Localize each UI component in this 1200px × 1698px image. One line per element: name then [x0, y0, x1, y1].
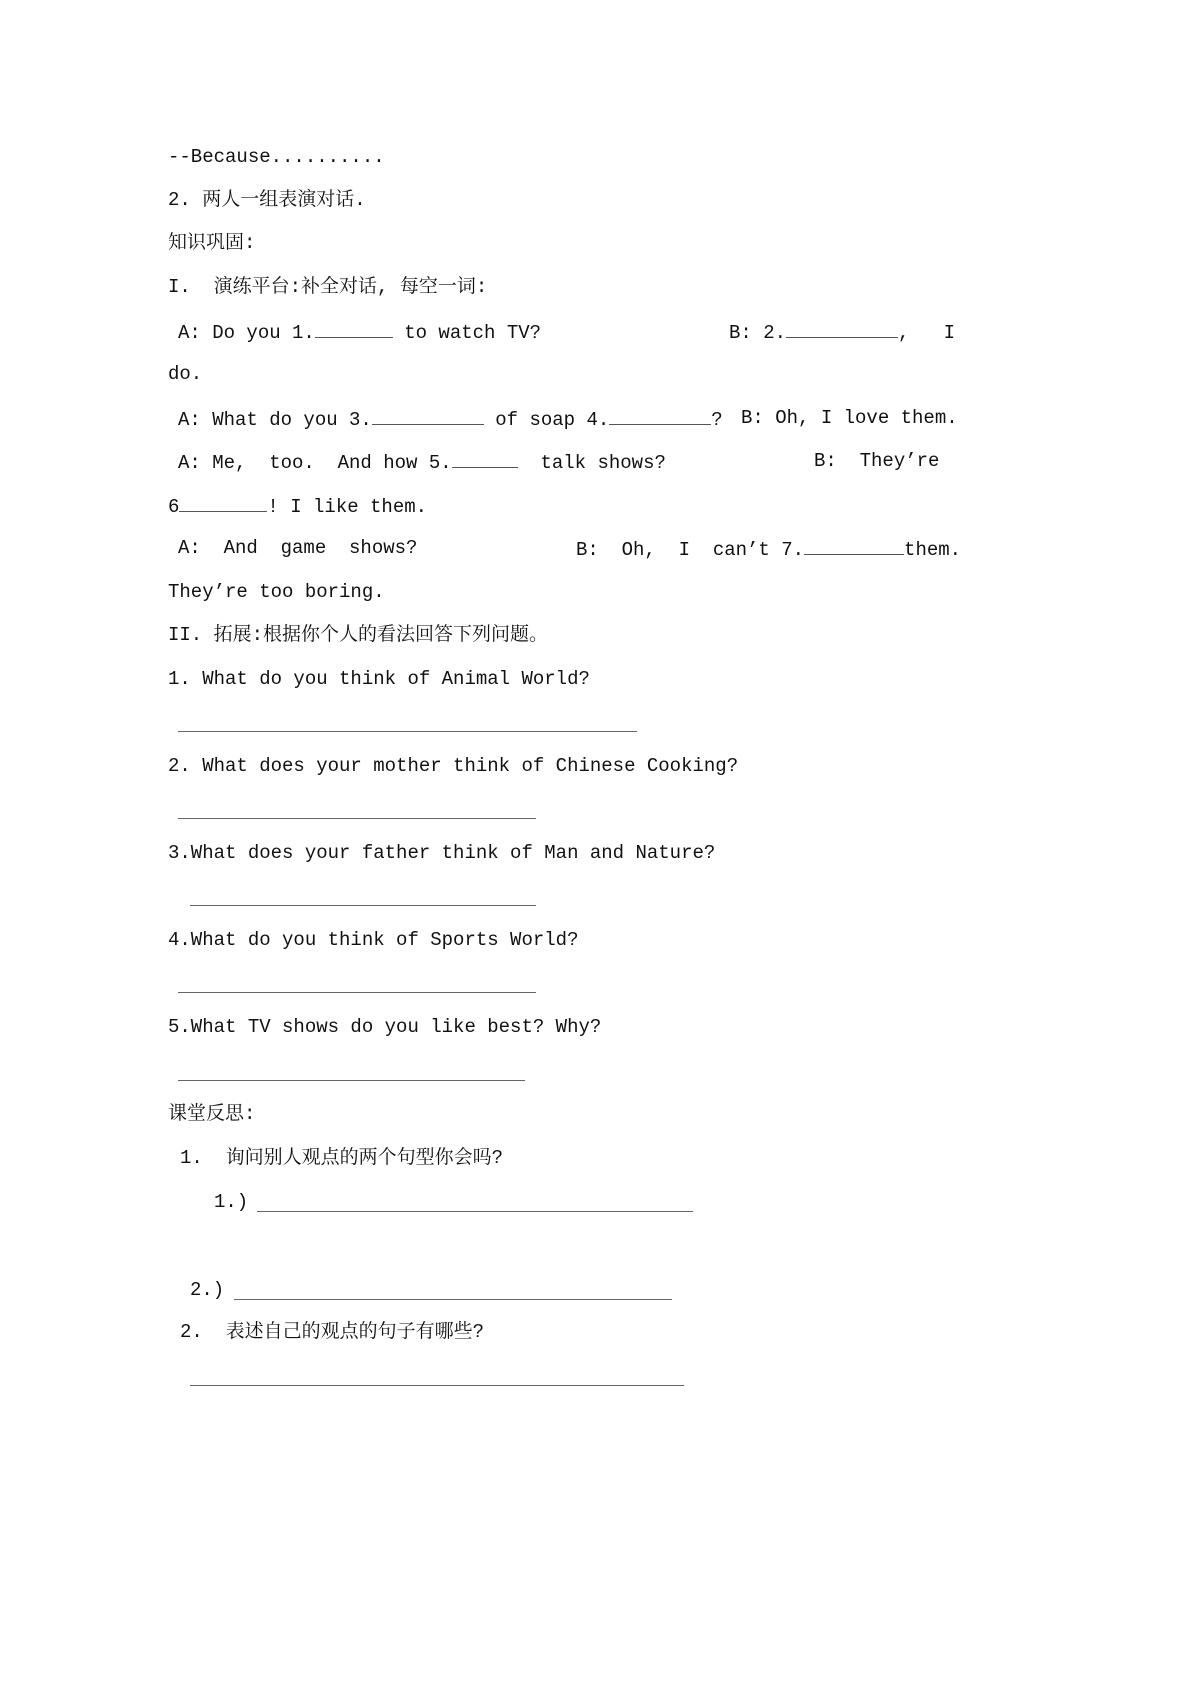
consolidation-heading: 知识巩固: — [168, 232, 256, 254]
text: to watch TV? — [392, 322, 542, 344]
text: A: Do you 1. — [178, 322, 315, 344]
blank-5[interactable] — [452, 449, 518, 468]
text: 6 — [168, 496, 180, 518]
dialogue-cont-3 — [168, 493, 427, 519]
dialogue-line-2a — [178, 406, 723, 432]
text: of soap 4. — [483, 409, 610, 431]
because-line: --Because.......... — [168, 146, 385, 168]
answer-line-1[interactable] — [178, 731, 637, 732]
dialogue-line-4a: A: And game shows? — [178, 537, 418, 559]
text: A: What do you 3. — [178, 409, 372, 431]
blank-1[interactable] — [315, 319, 393, 338]
answer-line-5[interactable] — [178, 1080, 525, 1081]
answer-line-3[interactable] — [190, 905, 536, 906]
reflection-q1: 1. 询问别人观点的两个句型你会吗? — [180, 1147, 504, 1169]
answer-line-r1a[interactable] — [257, 1211, 693, 1212]
blank-6[interactable] — [179, 493, 267, 512]
answer-line-r1b[interactable] — [234, 1299, 672, 1300]
text: talk shows? — [517, 452, 666, 474]
text: ! I like them. — [267, 496, 428, 518]
blank-7[interactable] — [804, 536, 904, 555]
dialogue-line-3b: B: They’re — [814, 450, 940, 472]
text: them. — [904, 539, 962, 561]
blank-2[interactable] — [786, 319, 898, 338]
dialogue-line-1a — [178, 319, 541, 345]
blank-4[interactable] — [609, 406, 711, 425]
text: B: 2. — [729, 322, 787, 344]
text: A: Me, too. And how 5. — [178, 452, 452, 474]
text: B: Oh, I can’t 7. — [576, 539, 805, 561]
pair-activity: 2. 两人一组表演对话. — [168, 189, 366, 211]
answer-line-2[interactable] — [178, 818, 536, 819]
dialogue-line-1b — [729, 319, 955, 345]
answer-line-4[interactable] — [178, 992, 536, 993]
dialogue-cont-4: They’re too boring. — [168, 581, 385, 603]
text: , I — [898, 322, 956, 344]
answer-line-r2[interactable] — [190, 1385, 684, 1386]
reflection-q2: 2. 表述自己的观点的句子有哪些? — [180, 1321, 485, 1343]
dialogue-line-3a — [178, 449, 666, 475]
question-3: 3.What does your father think of Man and Nature? — [168, 842, 716, 864]
section2-heading: II. 拓展:根据你个人的看法回答下列问题。 — [168, 624, 549, 646]
dialogue-line-2b: B: Oh, I love them. — [741, 407, 958, 429]
question-5: 5.What TV shows do you like best? Why? — [168, 1016, 602, 1038]
dialogue-line-4b — [576, 536, 961, 562]
reflection-heading: 课堂反思: — [168, 1103, 256, 1125]
question-1: 1. What do you think of Animal World? — [168, 668, 590, 690]
reflection-q1-b-label: 2.) — [190, 1279, 225, 1301]
dialogue-cont-1: do. — [168, 363, 203, 385]
reflection-q1-a-label: 1.) — [214, 1191, 249, 1213]
blank-3[interactable] — [372, 406, 484, 425]
question-4: 4.What do you think of Sports World? — [168, 929, 579, 951]
question-2: 2. What does your mother think of Chinese Cooking? — [168, 755, 739, 777]
text: ? — [711, 409, 723, 431]
section1-heading: I. 演练平台:补全对话, 每空一词: — [168, 276, 488, 298]
